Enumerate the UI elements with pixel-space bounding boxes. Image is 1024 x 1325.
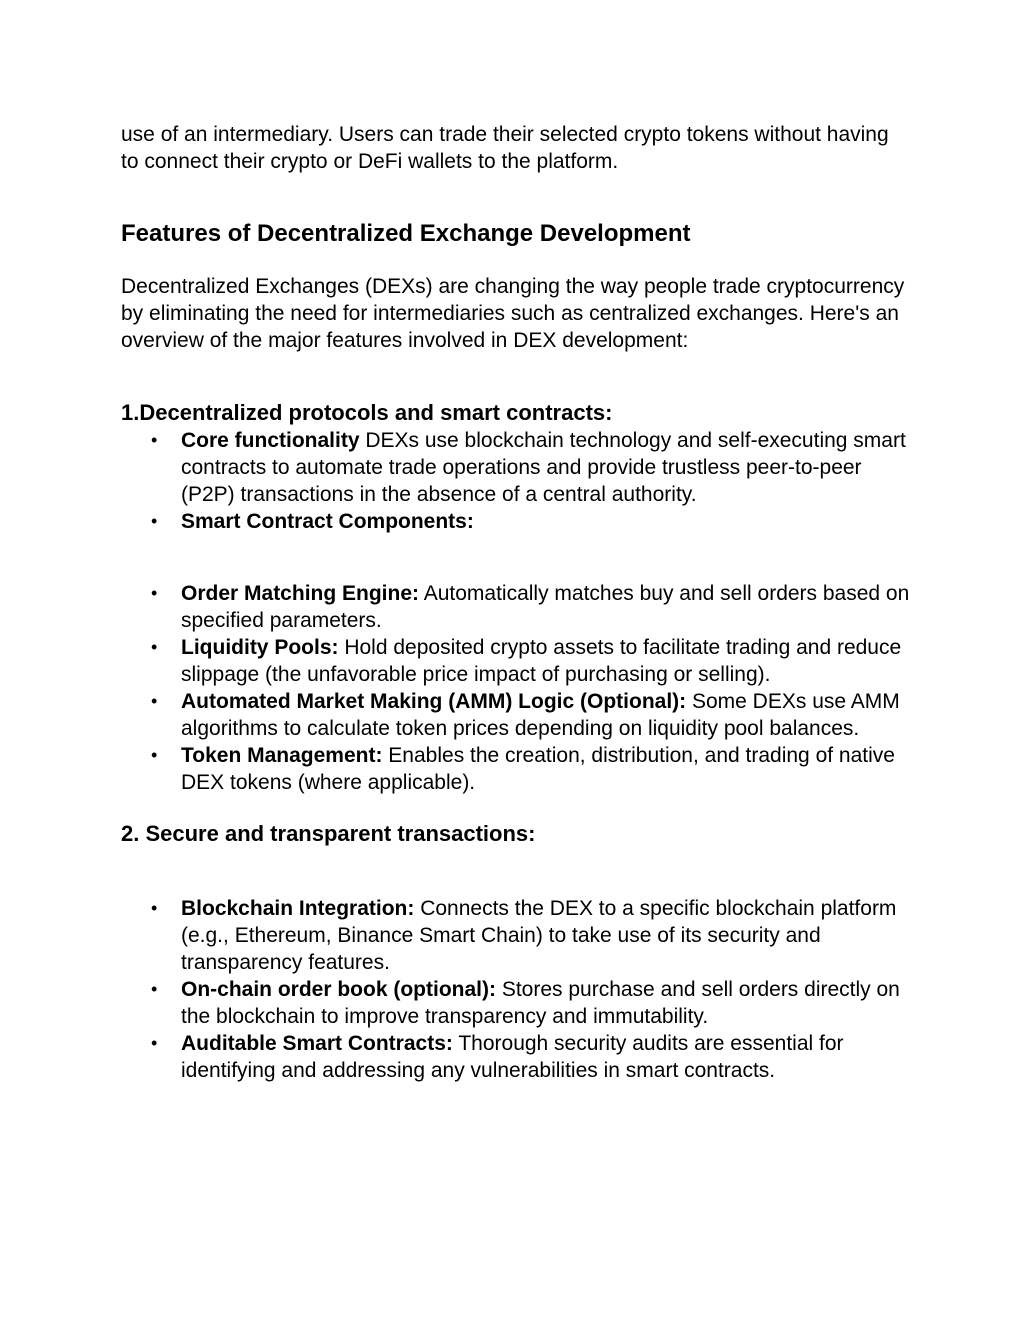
bullet-icon: • bbox=[151, 511, 158, 531]
feature-2-heading: 2. Secure and transparent transactions: bbox=[121, 821, 536, 846]
bullet-icon: • bbox=[151, 430, 158, 450]
item-text: Hold deposited crypto assets to facilitate trading and reduce slippage (the unfavorable price impact of purchasing or selling). bbox=[181, 636, 902, 686]
bullet-icon: • bbox=[151, 898, 158, 918]
item-label: Liquidity Pools: bbox=[181, 636, 339, 659]
list-item bbox=[121, 634, 911, 688]
list-item bbox=[121, 688, 911, 742]
feature-2-list bbox=[121, 895, 911, 1084]
item-text: Connects the DEX to a specific blockchain platform (e.g., Ethereum, Binance Smart Chain) to take use of its security and transparency features. bbox=[181, 897, 897, 974]
item-label: Automated Market Making (AMM) Logic (Optional): bbox=[181, 690, 687, 713]
list-item bbox=[121, 1030, 911, 1084]
bullet-icon: • bbox=[151, 583, 158, 603]
item-label: Auditable Smart Contracts: bbox=[181, 1032, 453, 1055]
item-label: Core functionality bbox=[181, 429, 360, 452]
item-label: Smart Contract Components: bbox=[181, 510, 474, 533]
smart-contract-components-list bbox=[121, 580, 911, 796]
bullet-icon: • bbox=[151, 637, 158, 657]
bullet-icon: • bbox=[151, 691, 158, 711]
feature-1-list bbox=[121, 427, 911, 535]
list-item bbox=[121, 427, 911, 508]
overview-paragraph: Decentralized Exchanges (DEXs) are changing the way people trade cryptocurrency by eliminating the need for intermediaries such as centralized exchanges. Here's an overview of the major features involved in DEX development: bbox=[121, 275, 905, 352]
list-item bbox=[121, 508, 911, 535]
item-label: On-chain order book (optional): bbox=[181, 978, 496, 1001]
bullet-icon: • bbox=[151, 745, 158, 765]
list-item bbox=[121, 742, 911, 796]
intro-paragraph: use of an intermediary. Users can trade their selected crypto tokens without having to connect their crypto or DeFi wallets to the platform. bbox=[121, 123, 889, 173]
document-page bbox=[121, 121, 911, 1084]
item-label: Token Management: bbox=[181, 744, 383, 767]
item-text: DEXs use blockchain technology and self-executing smart contracts to automate trade operations and provide trustless peer-to-peer (P2P) transactions in the absence of a central authority. bbox=[181, 429, 906, 506]
item-text: Enables the creation, distribution, and trading of native DEX tokens (where applicable). bbox=[181, 744, 895, 794]
item-text: Automatically matches buy and sell orders based on specified parameters. bbox=[181, 582, 910, 632]
list-item bbox=[121, 976, 911, 1030]
bullet-icon: • bbox=[151, 1033, 158, 1053]
item-label: Blockchain Integration: bbox=[181, 897, 415, 920]
list-item bbox=[121, 580, 911, 634]
bullet-icon: • bbox=[151, 979, 158, 999]
item-text: Stores purchase and sell orders directly on the blockchain to improve transparency and immutability. bbox=[181, 978, 900, 1028]
item-text: Thorough security audits are essential for identifying and addressing any vulnerabilities in smart contracts. bbox=[181, 1032, 844, 1082]
list-item bbox=[121, 895, 911, 976]
item-text: Some DEXs use AMM algorithms to calculate token prices depending on liquidity pool balances. bbox=[181, 690, 900, 740]
feature-1-heading: 1.Decentralized protocols and smart contracts: bbox=[121, 400, 613, 425]
item-label: Order Matching Engine: bbox=[181, 582, 420, 605]
section-title: Features of Decentralized Exchange Development bbox=[121, 220, 691, 247]
